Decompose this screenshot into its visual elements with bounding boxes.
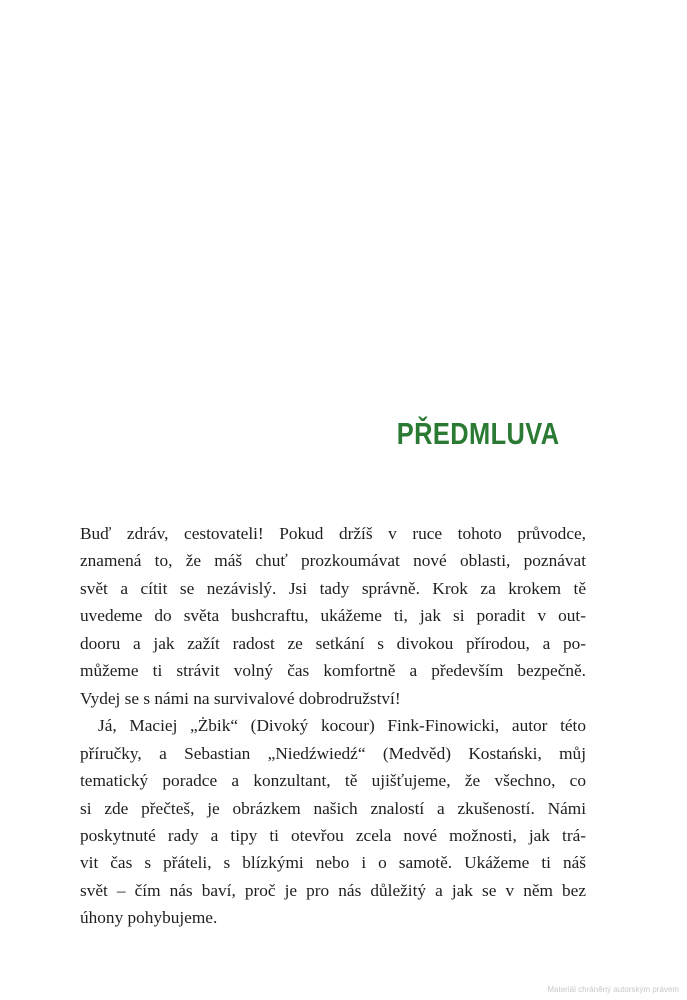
paragraph-1 xyxy=(80,520,586,712)
copyright-watermark: Materiál chráněný autorským právem xyxy=(547,985,679,994)
text-line: svět – čím nás baví, proč je pro nás důležitý a jak se v něm bez xyxy=(80,880,586,900)
text-line: svět a cítit se nezávislý. Jsi tady správně. Krok za krokem tě xyxy=(80,578,586,598)
text-line: vit čas s přáteli, s blízkými nebo i o samotě. Ukážeme ti náš xyxy=(80,853,586,873)
text-line: poskytnuté rady a tipy ti otevřou zcela nové možnosti, jak trá- xyxy=(80,825,586,845)
text-line: příručky, a Sebastian „Niedźwiedź“ (Medvěd) Kostański, můj xyxy=(80,743,586,763)
body-text xyxy=(80,520,586,932)
text-line: Buď zdráv, cestovateli! Pokud držíš v ruce tohoto průvodce, xyxy=(80,524,586,543)
text-line: tematický poradce a konzultant, tě ujišťujeme, že všechno, co xyxy=(80,771,586,791)
text-line: úhony pohybujeme. xyxy=(80,908,218,928)
text-line: znamená to, že máš chuť prozkoumávat nové oblasti, poznávat xyxy=(80,551,586,571)
chapter-title: PŘEDMLUVA xyxy=(397,416,560,451)
text-line: můžeme ti strávit volný čas komfortně a především bezpečně. xyxy=(80,661,586,681)
text-line: Já, Maciej „Żbik“ (Divoký kocour) Fink-Finowicki, autor této xyxy=(98,716,586,736)
text-line: dooru a jak zažít radost ze setkání s divokou přírodou, a po- xyxy=(80,633,586,653)
text-line: si zde přečteš, je obrázkem našich znalostí a zkušeností. Námi xyxy=(80,798,586,818)
text-line: Vydej se s námi na survivalové dobrodružství! xyxy=(80,688,401,708)
paragraph-2 xyxy=(80,712,586,932)
text-line: uvedeme do světa bushcraftu, ukážeme ti, jak si poradit v out- xyxy=(80,606,586,626)
